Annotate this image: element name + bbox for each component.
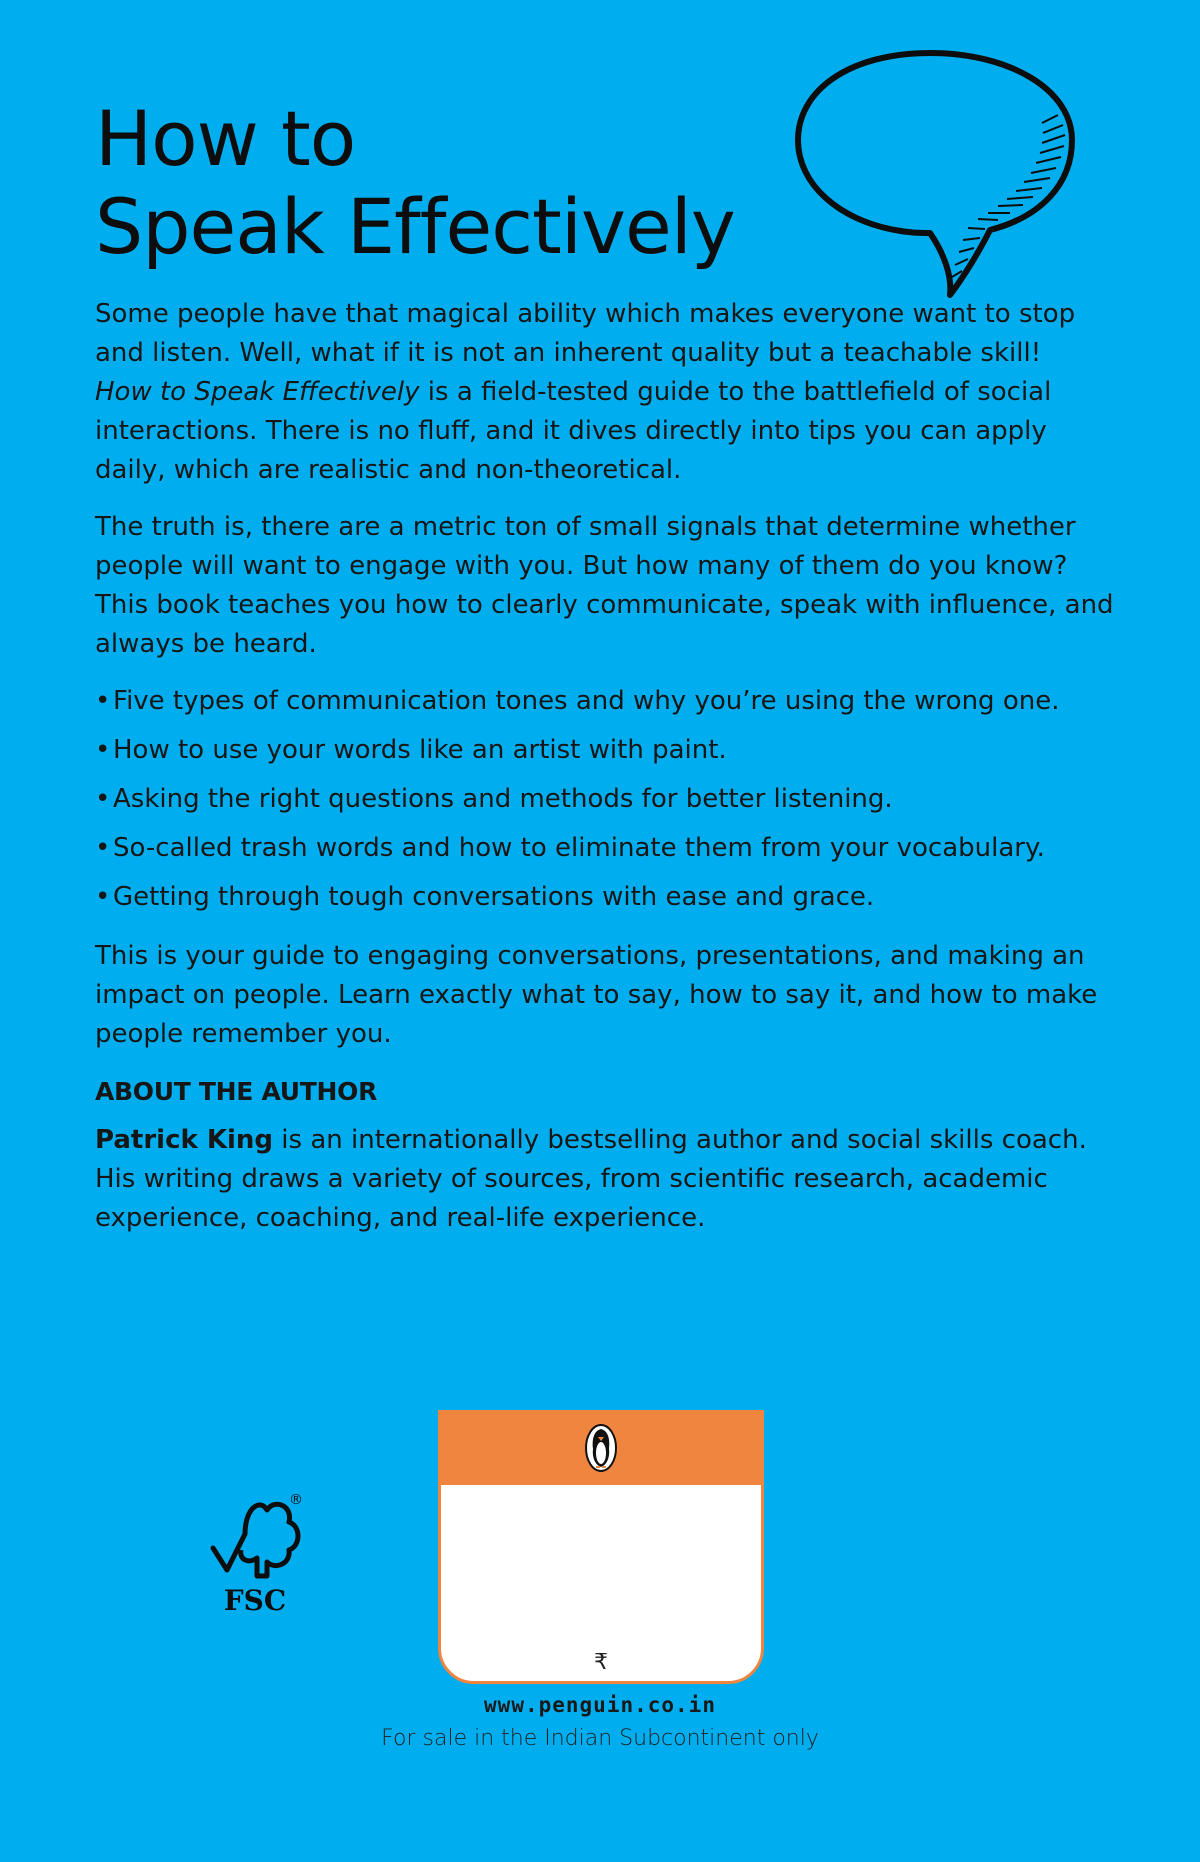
penguin-logo (584, 1423, 618, 1473)
description (95, 295, 1115, 1256)
book-title-line-2: Speak Effectively (95, 182, 735, 271)
feature-item: • Five types of communication tones and why you’re using the wrong one. (95, 686, 1060, 716)
feature-text: Asking the right questions and methods for better listening. (113, 784, 893, 814)
feature-item: • So-called trash words and how to eliminate them from your vocabulary. (95, 833, 1045, 863)
intro-paragraph-1: Some people have that magical ability which makes everyone want to stop and listen. Well, what if it is not an inherent quality but a teachable skill! (95, 299, 1076, 368)
price-box (438, 1410, 764, 1684)
intro-paragraph-3: The truth is, there are a metric ton of small signals that determine whether people will want to engage with you. But how many of them do you know? This book teaches you how to clearly communicate, speak with influence, and always be heard. (95, 512, 1114, 659)
about-author-heading: ABOUT THE AUTHOR (95, 1077, 378, 1106)
closing-paragraph: This is your guide to engaging conversations, presentations, and making an impact on people. Learn exactly what to say, how to say it, and how to make people remember you. (95, 941, 1098, 1049)
fsc-registered-mark: ® (289, 1492, 303, 1508)
publisher-url: www.penguin.co.in (484, 1693, 716, 1717)
speech-bubble-icon (780, 45, 1080, 305)
feature-item: • How to use your words like an artist with paint. (95, 735, 727, 765)
intro-paragraph-2 (95, 373, 1115, 490)
intro-paragraph-2-text: is a field-tested guide to the battlefield of social interactions. There is no fluff, and it dives directly into tips you can apply daily, which are realistic and non-theoretical. (95, 377, 1052, 485)
feature-list (95, 682, 1115, 917)
feature-item: • Asking the right questions and methods for better listening. (95, 784, 893, 814)
feature-text: Five types of communication tones and why you’re using the wrong one. (113, 686, 1060, 716)
book-title-line-1: How to (95, 94, 356, 183)
sale-territory-note: For sale in the Indian Subcontinent only (381, 1726, 819, 1751)
author-bio-text: is an internationally bestselling author and social skills coach. His writing draws a variety of sources, from scientific research, academic experience, coaching, and real-life experience. (95, 1125, 1087, 1233)
feature-text: So-called trash words and how to eliminate them from your vocabulary. (113, 833, 1045, 863)
feature-text: Getting through tough conversations with ease and grace. (113, 882, 875, 912)
fsc-tree-logo (205, 1488, 305, 1618)
feature-item: • Getting through tough conversations with ease and grace. (95, 882, 875, 912)
author-name: Patrick King (95, 1125, 274, 1155)
intro-book-title: How to Speak Effectively (95, 377, 420, 407)
book-title (95, 95, 735, 271)
fsc-label: FSC (223, 1584, 287, 1617)
author-bio (95, 1121, 1115, 1238)
price-band (441, 1413, 761, 1485)
price-currency: ₹ (594, 1650, 608, 1675)
feature-text: How to use your words like an artist with paint. (113, 735, 727, 765)
